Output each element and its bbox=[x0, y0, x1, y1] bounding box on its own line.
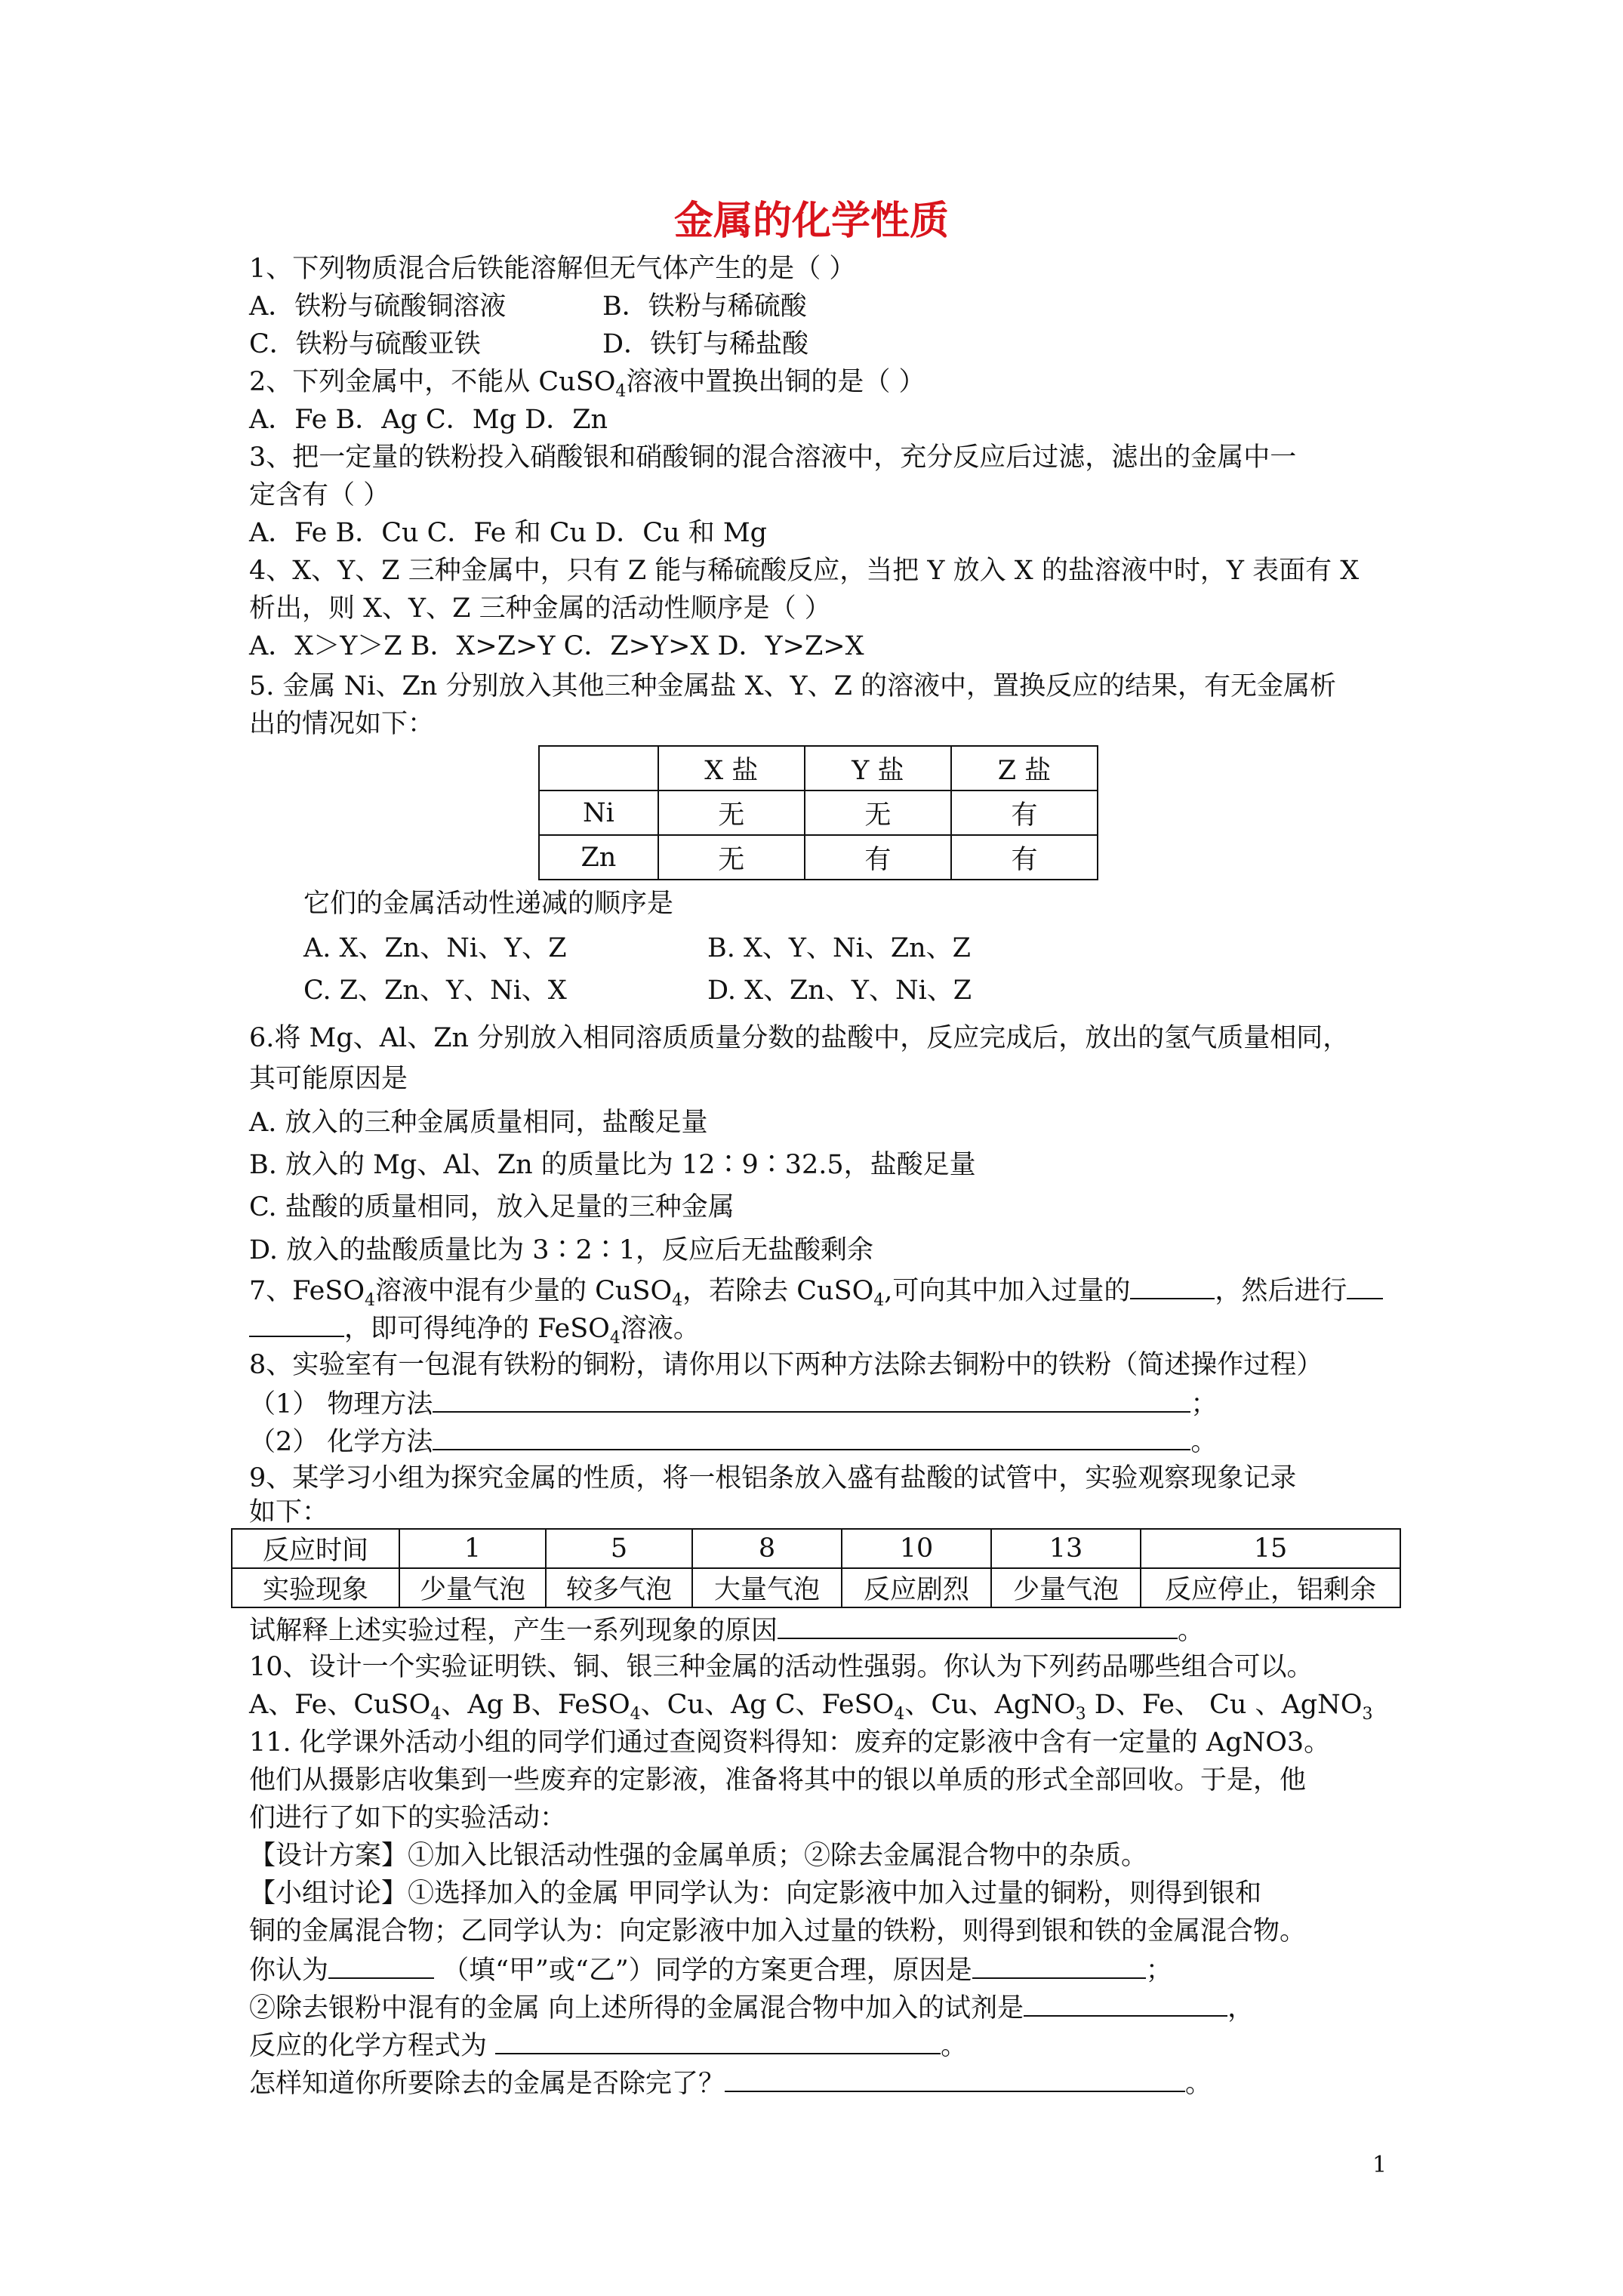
question-5-option-d: D. X、Zn、Y、Ni、Z bbox=[707, 975, 972, 1006]
question-5-option-b: B. X、Y、Ni、Zn、Z bbox=[707, 933, 971, 963]
answer-blank[interactable] bbox=[1024, 1988, 1227, 2017]
question-4-options: A．X＞Y＞Z B．X>Z>Y C．Z>Y>X D．Y>Z>X bbox=[249, 631, 864, 661]
question-11-line-9: 反应的化学方程式为 。 bbox=[249, 2026, 1427, 2065]
table-cell: 15 bbox=[1141, 1529, 1400, 1568]
answer-blank[interactable] bbox=[725, 2063, 1185, 2092]
question-5-stem: 5. 金属 Ni、Zn 分别放入其他三种金属盐 X、Y、Z 的溶液中，置换反应的结果，有无金属析 bbox=[249, 671, 1337, 701]
question-2-stem: 2、下列金属中，不能从 CuSO$_4$溶液中置换出铜的是（ ） bbox=[249, 367, 925, 401]
answer-blank[interactable] bbox=[495, 2026, 941, 2054]
question-8-method-2: （2） 化学方法 。 bbox=[249, 1422, 1427, 1461]
answer-blank[interactable] bbox=[1347, 1271, 1383, 1299]
question-10-options: A、Fe、CuSO$_4$、Ag B、FeSO$_4$、Cu、Ag C、FeSO$_4$、Cu、AgNO$_3$ D、Fe、 Cu 、AgNO$_3$ bbox=[249, 1690, 1373, 1724]
table-cell: 实验现象 bbox=[232, 1568, 399, 1607]
table-cell: Ni bbox=[539, 791, 658, 835]
table-cell: 有 bbox=[951, 835, 1098, 880]
table-cell: 无 bbox=[658, 835, 805, 880]
table-cell: 大量气泡 bbox=[692, 1568, 842, 1607]
table-row bbox=[539, 835, 1098, 880]
question-6-stem: 6.将 Mg、Al、Zn 分别放入相同溶质质量分数的盐酸中，反应完成后，放出的氢气质量相同， bbox=[249, 1023, 1350, 1053]
question-3-stem-cont: 定含有（ ） bbox=[249, 480, 390, 510]
question-5-option-c: C. Z、Zn、Y、Ni、X bbox=[303, 975, 567, 1006]
question-5-option-a: A. X、Zn、Ni、Y、Z bbox=[303, 933, 567, 963]
question-6-option-a: A. 放入的三种金属质量相同，盐酸足量 bbox=[249, 1108, 708, 1138]
table-cell: Y 盐 bbox=[805, 746, 951, 791]
question-11-line-5: 【小组讨论】①选择加入的金属 甲同学认为：向定影液中加入过量的铜粉，则得到银和 bbox=[249, 1878, 1262, 1909]
question-11-line-8: ②除去银粉中混有的金属 向上述所得的金属混合物中加入的试剂是 ， bbox=[249, 1988, 1427, 2027]
question-9-explain: 试解释上述实验过程，产生一系列现象的原因 。 bbox=[249, 1610, 1427, 1650]
page-title: 金属的化学性质 bbox=[673, 199, 949, 244]
answer-blank[interactable] bbox=[1130, 1271, 1215, 1299]
question-11-line-7: 你认为 （填“甲”或“乙”）同学的方案更合理，原因是 ； bbox=[249, 1950, 1427, 1989]
table-cell: 5 bbox=[546, 1529, 692, 1568]
question-11-line-2: 他们从摄影店收集到一些废弃的定影液，准备将其中的银以单质的形式全部回收。于是，他 bbox=[249, 1765, 1307, 1795]
answer-blank[interactable] bbox=[433, 1422, 1190, 1450]
question-11-line-6: 铜的金属混合物；乙同学认为：向定影液中加入过量的铁粉，则得到银和铁的金属混合物。 bbox=[249, 1916, 1307, 1946]
table-cell: 有 bbox=[805, 835, 951, 880]
question-4-stem-cont: 析出，则 X、Y、Z 三种金属的活动性顺序是（ ） bbox=[249, 593, 831, 624]
question-5-sub-stem: 它们的金属活动性递减的顺序是 bbox=[303, 889, 674, 919]
table-cell: Zn bbox=[539, 835, 658, 880]
question-9-table bbox=[231, 1528, 1401, 1608]
question-6-option-d: D. 放入的盐酸质量比为 3∶2∶1，反应后无盐酸剩余 bbox=[249, 1235, 873, 1265]
question-9-stem-cont: 如下： bbox=[249, 1497, 329, 1527]
question-6-option-c: C. 盐酸的质量相同，放入足量的三种金属 bbox=[249, 1192, 735, 1222]
question-4-stem: 4、X、Y、Z 三种金属中，只有 Z 能与稀硫酸反应，当把 Y 放入 X 的盐溶液中时，Y 表面有 X bbox=[249, 556, 1360, 586]
table-cell: 少量气泡 bbox=[991, 1568, 1141, 1607]
question-1-stem: 1、下列物质混合后铁能溶解但无气体产生的是（ ） bbox=[249, 254, 856, 284]
question-6-option-b: B. 放入的 Mg、Al、Zn 的质量比为 12∶9∶32.5，盐酸足量 bbox=[249, 1150, 976, 1180]
table-row bbox=[539, 791, 1098, 835]
answer-blank[interactable] bbox=[972, 1950, 1146, 1979]
table-row bbox=[539, 746, 1098, 791]
question-9-stem: 9、某学习小组为探究金属的性质，将一根铝条放入盛有盐酸的试管中，实验观察现象记录 bbox=[249, 1463, 1297, 1493]
page-number: 1 bbox=[1372, 2152, 1387, 2178]
question-11-line-3: 们进行了如下的实验活动： bbox=[249, 1803, 567, 1833]
question-7-line-2: ，即可得纯净的 FeSO$_4$溶液。 bbox=[249, 1308, 1427, 1348]
table-cell: 反应剧烈 bbox=[842, 1568, 991, 1607]
table-cell: 8 bbox=[692, 1529, 842, 1568]
question-6-stem-cont: 其可能原因是 bbox=[249, 1064, 408, 1094]
table-cell: 反应时间 bbox=[232, 1529, 399, 1568]
question-5-table bbox=[538, 745, 1098, 880]
question-1-option-b: B．铁粉与稀硫酸 bbox=[602, 291, 807, 322]
table-cell: 13 bbox=[991, 1529, 1141, 1568]
table-cell: 无 bbox=[805, 791, 951, 835]
answer-blank[interactable] bbox=[328, 1950, 434, 1979]
answer-blank[interactable] bbox=[778, 1610, 1178, 1639]
table-cell: 10 bbox=[842, 1529, 991, 1568]
question-1-option-c: C．铁粉与硫酸亚铁 bbox=[249, 329, 481, 359]
question-7-line-1: 7、FeSO$_4$溶液中混有少量的 CuSO$_4$，若除去 CuSO$_4$,可向其中加入过量的 ，然后进行 bbox=[249, 1271, 1427, 1310]
question-8-stem: 8、实验室有一包混有铁粉的铜粉，请你用以下两种方法除去铜粉中的铁粉（简述操作过程） bbox=[249, 1350, 1323, 1380]
question-10-stem: 10、设计一个实验证明铁、铜、银三种金属的活动性强弱。你认为下列药品哪些组合可以。 bbox=[249, 1652, 1313, 1682]
table-cell: 无 bbox=[658, 791, 805, 835]
question-8-method-1: （1） 物理方法 ； bbox=[249, 1384, 1427, 1423]
question-3-stem: 3、把一定量的铁粉投入硝酸银和硝酸铜的混合溶液中，充分反应后过滤，滤出的金属中一 bbox=[249, 442, 1297, 473]
answer-blank[interactable] bbox=[249, 1308, 344, 1337]
table-cell: Z 盐 bbox=[951, 746, 1098, 791]
answer-blank[interactable] bbox=[433, 1384, 1190, 1413]
table-cell: 反应停止，铝剩余 bbox=[1141, 1568, 1400, 1607]
question-11-line-1: 11. 化学课外活动小组的同学们通过查阅资料得知：废弃的定影液中含有一定量的 AgNO3。 bbox=[249, 1727, 1331, 1758]
table-row bbox=[232, 1568, 1400, 1607]
question-2-options: A．Fe B．Ag C．Mg D．Zn bbox=[249, 405, 608, 435]
question-3-options: A．Fe B．Cu C．Fe 和 Cu D．Cu 和 Mg bbox=[249, 518, 768, 548]
table-cell: 1 bbox=[399, 1529, 546, 1568]
table-cell bbox=[539, 746, 658, 791]
table-cell: 较多气泡 bbox=[546, 1568, 692, 1607]
table-cell: 有 bbox=[951, 791, 1098, 835]
table-row bbox=[232, 1529, 1400, 1568]
question-5-stem-cont: 出的情况如下： bbox=[249, 709, 435, 739]
table-cell: 少量气泡 bbox=[399, 1568, 546, 1607]
table-cell: X 盐 bbox=[658, 746, 805, 791]
question-11-line-10: 怎样知道你所要除去的金属是否除完了？ 。 bbox=[249, 2063, 1427, 2103]
question-1-option-d: D．铁钉与稀盐酸 bbox=[602, 329, 809, 359]
question-1-option-a: A．铁粉与硫酸铜溶液 bbox=[249, 291, 507, 322]
question-11-line-4: 【设计方案】①加入比银活动性强的金属单质；②除去金属混合物中的杂质。 bbox=[249, 1841, 1148, 1871]
